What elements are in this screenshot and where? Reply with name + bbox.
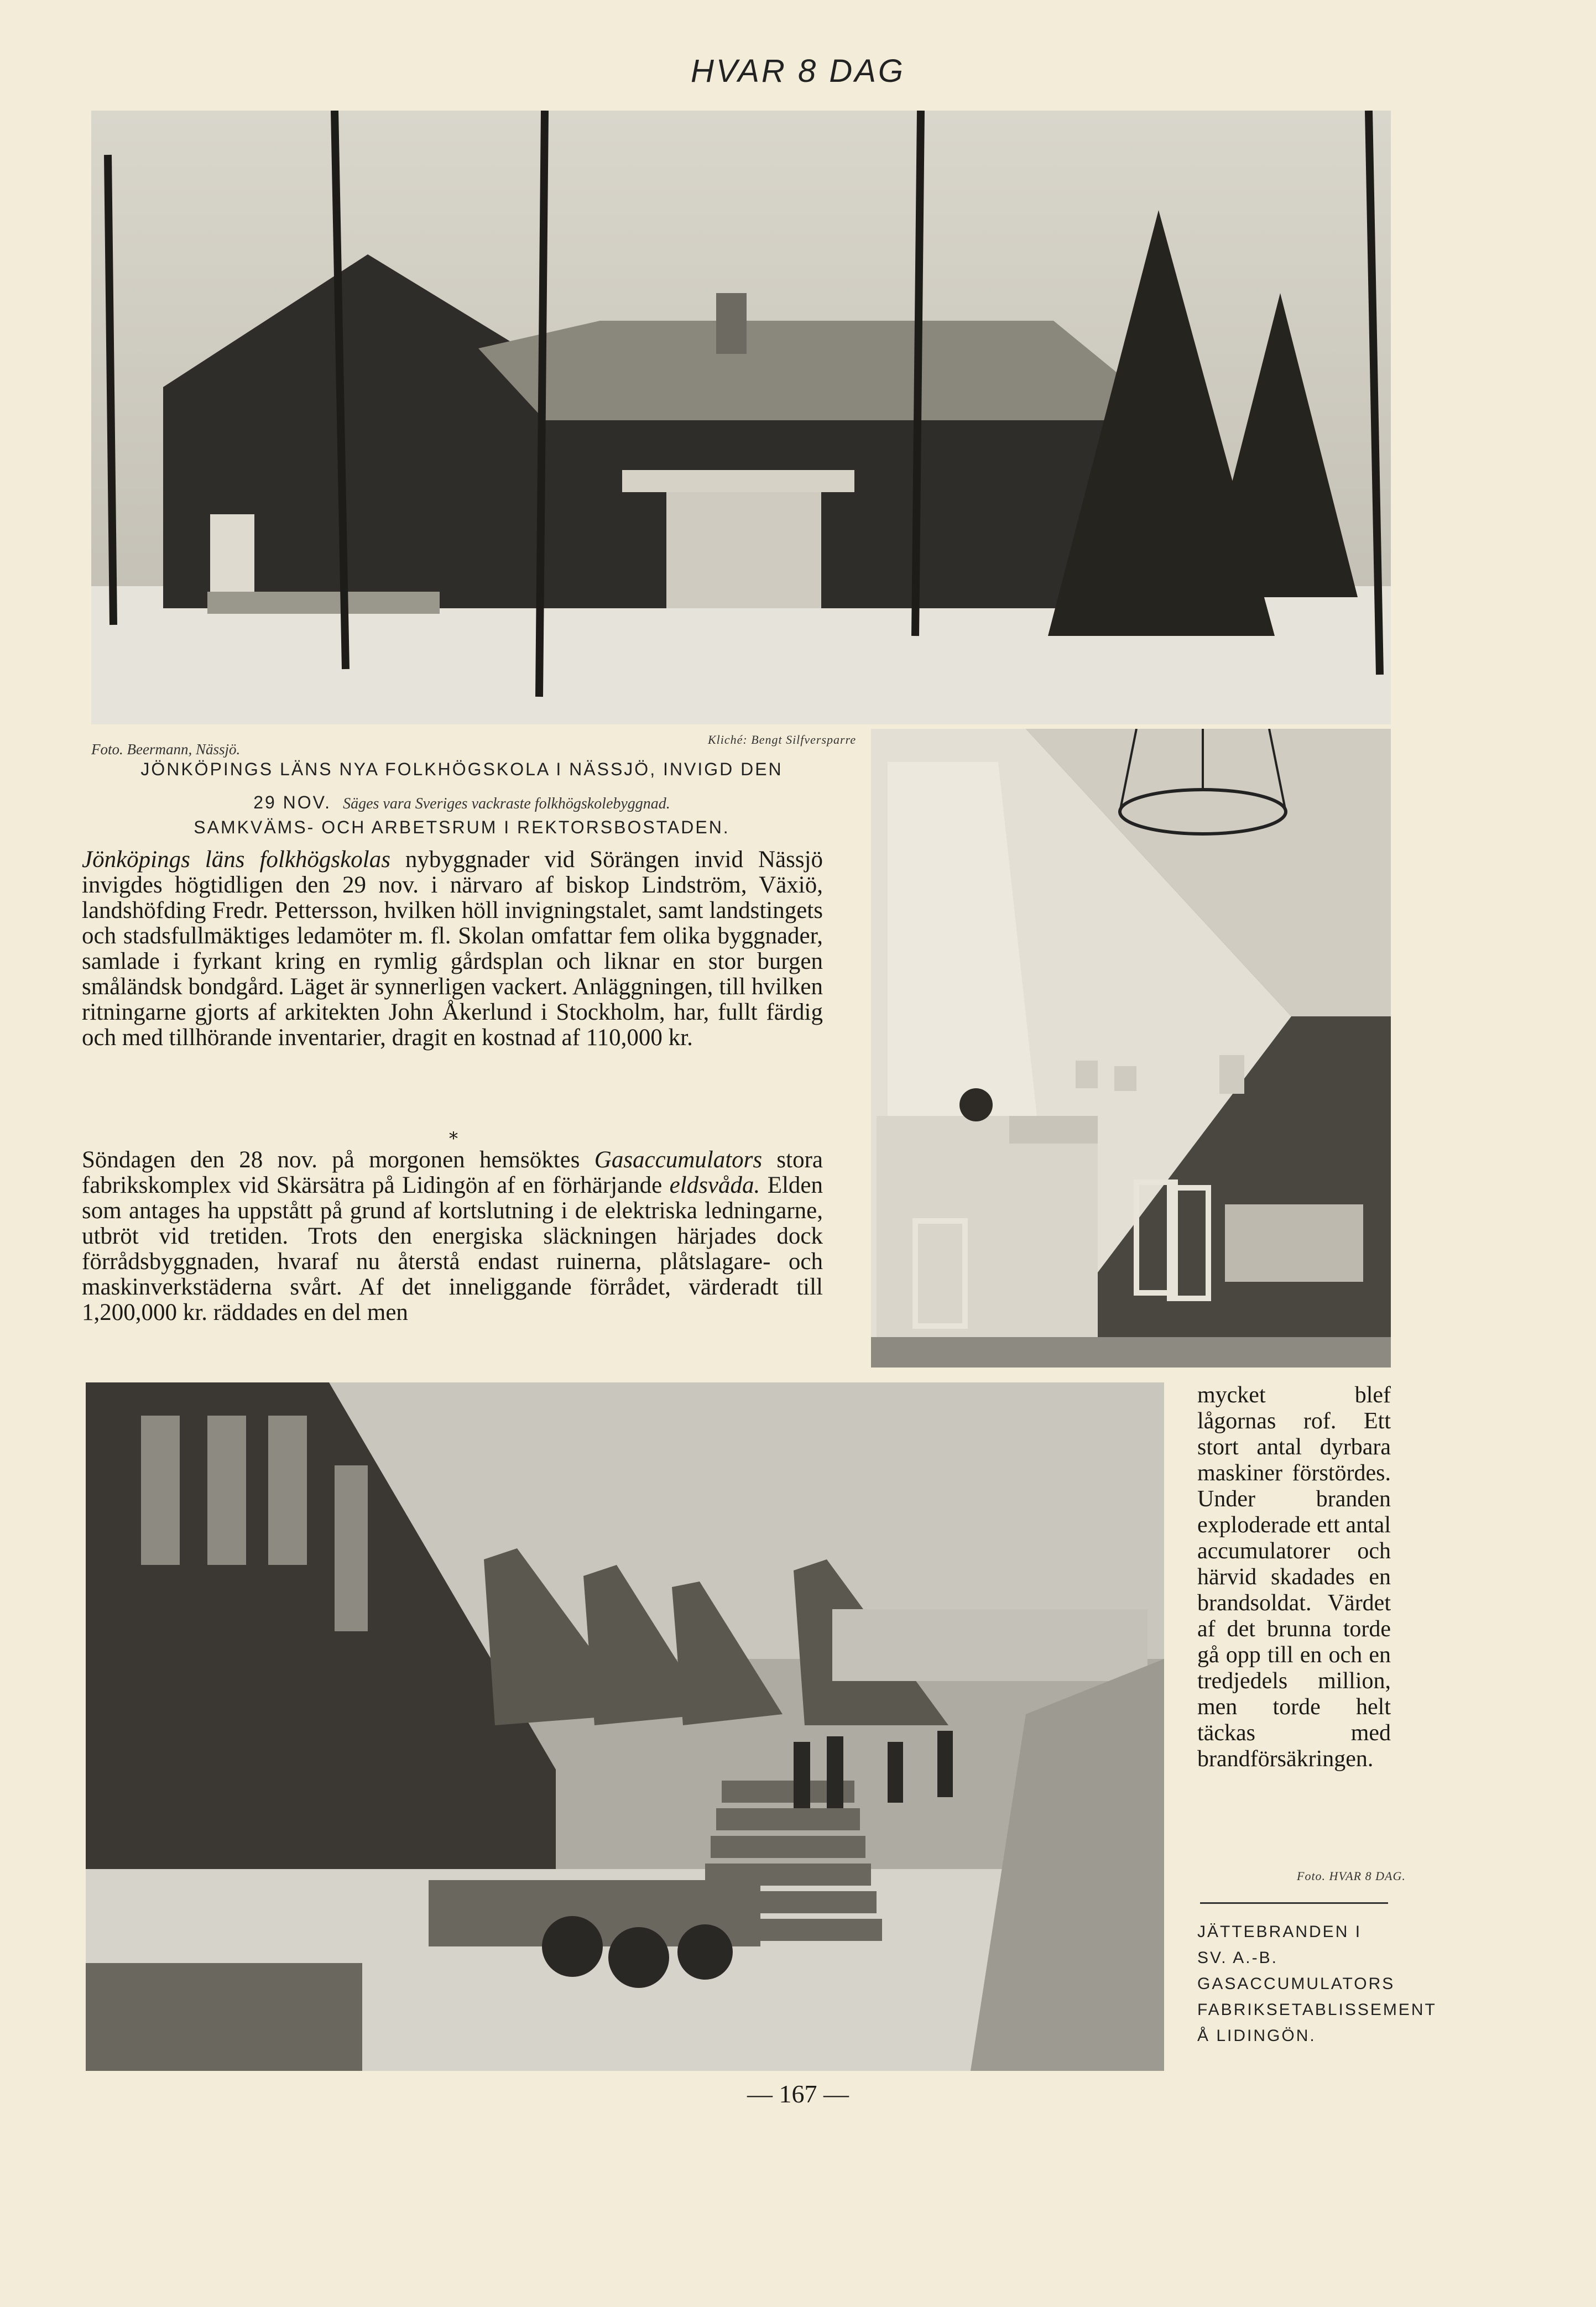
side-column-rule: [1200, 1902, 1388, 1904]
photo-interior: [871, 729, 1391, 1368]
article-folkhogskola-body: nybyggnader vid Sörängen invid Nässjö invigdes högtidligen den 29 nov. i närvaro af biskop Lindström, Växiö, landshöfding Fredr. Pettersson, hvilken höll invigningstalet, samt landstingets och stadsfullmäktiges ledamöter m. fl. Skolan omfattar fem olika byggnader, samlade i fyrkant kring en rymlig gårdsplan och liknar en stor burgen småländsk bondgård. Läget är synnerligen vackert. Anläggningen, till hvilken ritningarne gjorts af arkitekten John Åkerlund i Stockholm, har, fullt färdig och med tillhörande inventarier, dragit en kostnad af 110,000 kr.: [82, 847, 823, 1051]
photo-caption-date: 29 NOV.: [253, 792, 331, 812]
article-gas-italic-a: Gasaccumulators: [594, 1147, 763, 1173]
article-folkhogskola-lead: Jönköpings läns folkhögskolas: [82, 847, 390, 873]
article-gas-text-c: Elden som antages ha uppstått på grund af kortslutning i de elektriska ledningarne, utbröt vid tretiden. Trots den energiska släckningen härjades dock förrådsbyggnaden, hvaraf nu återstå endast ruinerna, plåtslagare- och maskinverkstäderna svårt. Af det inneliggande förrådet, värderadt till 1,200,000 kr. räddades en del men: [82, 1172, 823, 1325]
photo-folkhogskola: [91, 111, 1391, 724]
article-gas-italic-b: eldsvåda.: [669, 1172, 760, 1198]
photo-caption-title: JÖNKÖPINGS LÄNS NYA FOLKHÖGSKOLA I NÄSSJÖ, INVIGD DEN: [140, 759, 783, 779]
side-photo-credit: Foto. HVAR 8 DAG.: [1297, 1869, 1406, 1883]
side-column-text: mycket blef lågornas rof. Ett stort antal dyrbara maskiner förstördes. Under branden exploderade ett antal accumulatorer och härvid skadades en brandsoldat. Värdet af det brunna torde gå opp till en och en tredjedels million, men torde helt täckas med brandförsäkringen.: [1197, 1382, 1391, 1772]
photo-caption-interior: SAMKVÄMS- OCH ARBETSRUM I REKTORSBOSTADEN.: [194, 817, 730, 837]
article-gasaccumulator: [82, 1147, 823, 1325]
photo-fire-ruins-art: [86, 1382, 1164, 2071]
side-photo-caption: JÄTTEBRANDEN I SV. A.-B. GASACCUMULATORS FABRIKSETABLISSEMENT Å LIDINGÖN.: [1197, 1923, 1437, 2045]
article-folkhogskola: [82, 847, 823, 1051]
photo-caption-italic: Säges vara Sveriges vackraste folkhögskolebyggnad.: [343, 795, 670, 812]
page-number: — 167 —: [747, 2080, 849, 2108]
cliche-credit: Kliché: Bengt Silfversparre: [708, 733, 857, 747]
photo-folkhogskola-art: [91, 111, 1391, 724]
photo-interior-art: [871, 729, 1391, 1368]
article-gas-text-a: Söndagen den 28 nov. på morgonen hemsöktes: [82, 1147, 580, 1173]
photo-caption-date-line: [80, 791, 843, 814]
separator-star: *: [449, 1128, 458, 1149]
photo-fire-ruins: [86, 1382, 1164, 2071]
article-gas-text-b: stora fabrikskomplex vid Skärsätra på Lidingön af en förhärjande: [82, 1147, 823, 1198]
photo-credit: Foto. Beermann, Nässjö.: [91, 741, 241, 758]
page-header: HVAR 8 DAG: [690, 53, 906, 89]
